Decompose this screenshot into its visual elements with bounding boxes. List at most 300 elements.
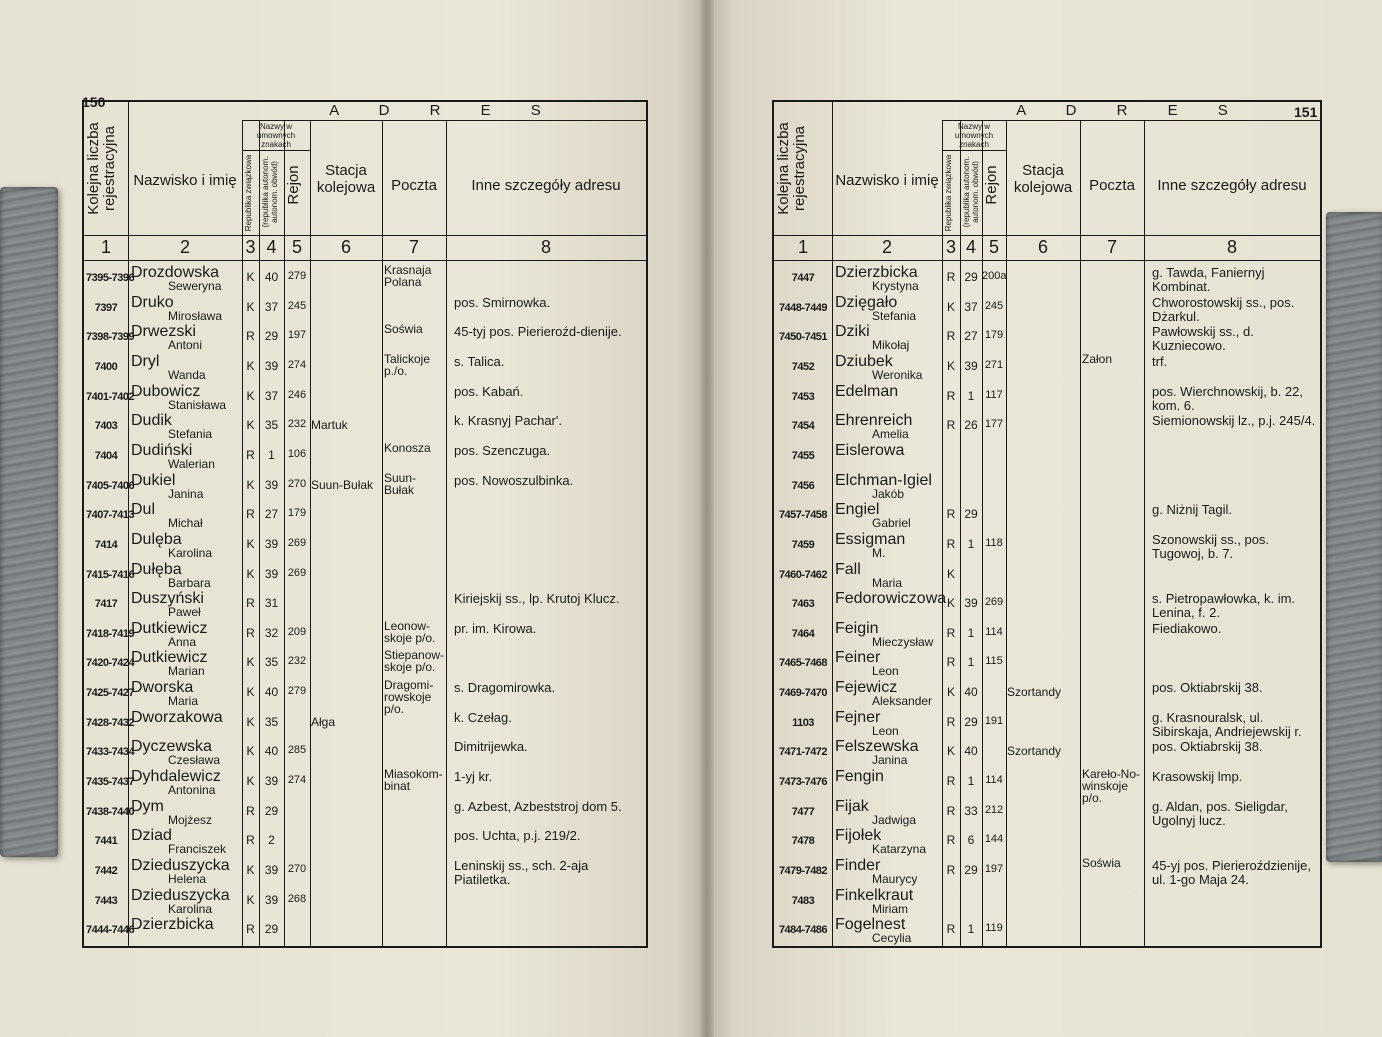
poczta-heading: Poczta: [391, 177, 437, 194]
column-number: 5: [988, 237, 999, 257]
oblast-code: 27: [964, 329, 978, 344]
republic-code: R: [946, 418, 956, 433]
oblast-code: 35: [264, 418, 279, 433]
adres-divider: [942, 120, 1320, 121]
oblast-code: 37: [264, 388, 279, 403]
registration-number: 7459: [791, 538, 815, 551]
registration-number: 7456: [791, 479, 815, 492]
oblast-code: 29: [264, 922, 279, 937]
surname: Dzieduszycka: [131, 857, 230, 875]
republic-code: R: [246, 447, 255, 462]
republic-code: K: [246, 477, 255, 492]
republic-code: K: [946, 596, 955, 611]
republic-code: R: [246, 833, 255, 848]
republic-code: K: [246, 270, 255, 284]
rejon-code: 271: [984, 358, 1004, 371]
post-office: Soświa: [384, 322, 423, 337]
post-office: Dragomi-rowskoje p/o.: [384, 678, 434, 717]
republic-code: K: [246, 685, 255, 700]
oblast-code: 40: [264, 685, 279, 700]
oblast-code: 1: [967, 625, 975, 640]
first-name: Mirosława: [168, 308, 223, 323]
address-details: g. Niżnij Tagil.: [1152, 502, 1232, 518]
first-name: Maria: [872, 575, 903, 590]
post-office: Soświa: [1082, 856, 1121, 871]
republic-code: K: [946, 358, 955, 373]
registration-number: 7428-7432: [86, 716, 135, 729]
rejon-code: 268: [287, 892, 307, 905]
adres-divider: [242, 120, 646, 121]
registration-number: 7478: [791, 835, 815, 848]
station: Szortandy: [1007, 744, 1062, 759]
address-details: g. Krasnouralsk, ul. Sibirskaja, Andriejewskij r.: [1152, 709, 1302, 739]
oblast-code: 1: [967, 774, 975, 789]
first-name: Antoni: [168, 338, 203, 353]
surname: Ehrenreich: [835, 412, 913, 430]
first-name: Antonina: [168, 783, 216, 798]
surname: Dzieduszycka: [131, 886, 230, 904]
republic-code: R: [946, 507, 956, 522]
first-name: Maurycy: [872, 872, 918, 887]
republic-code: R: [946, 329, 956, 344]
column-number: 4: [266, 237, 277, 257]
republika-heading: Republika związkowa: [244, 154, 253, 232]
registration-number: 7397: [94, 301, 118, 314]
adres-heading: A D R E S: [329, 102, 559, 119]
oblast-code: 29: [964, 270, 978, 284]
obwod-heading: (republika autonom. autonom. obwód): [261, 156, 279, 228]
surname: Felszewska: [835, 738, 919, 756]
metal-weight-left: [0, 187, 58, 857]
colnum-divider: [84, 260, 646, 261]
republic-code: K: [246, 358, 255, 373]
registration-number: 7420-7424: [86, 657, 135, 670]
oblast-code: 32: [264, 625, 279, 640]
republic-code: K: [246, 299, 255, 314]
first-name: Michał: [168, 516, 203, 531]
first-name: Mikołaj: [872, 338, 910, 353]
first-name: Amelia: [872, 427, 909, 442]
address-details: trf.: [1152, 353, 1168, 369]
column-number: 2: [881, 237, 892, 257]
first-name: Weronika: [872, 367, 923, 382]
header-divider: [774, 235, 1320, 236]
address-details: Fiediakowo.: [1152, 620, 1222, 636]
address-details: Krasowskij lmp.: [1152, 769, 1243, 785]
address-details: Siemionowskij lz., p.j. 245/4.: [1152, 413, 1316, 429]
column-number: 6: [340, 237, 351, 257]
rejon-code: 246: [287, 388, 307, 401]
oblast-code: 35: [264, 655, 279, 670]
registration-number: 7415-7416: [86, 568, 135, 581]
rejon-code: 117: [985, 388, 1003, 401]
registration-number: 7400: [94, 360, 118, 373]
rejon-code: 269: [984, 596, 1004, 609]
surname: Fejner: [835, 708, 881, 726]
first-name: Paweł: [168, 605, 201, 620]
surname: Dworzakowa: [131, 708, 223, 726]
address-details: s. Talica.: [454, 353, 505, 369]
republic-code: K: [246, 536, 255, 551]
republic-code: K: [246, 892, 255, 907]
registration-number: 7438-7440: [86, 805, 135, 818]
oblast-code: 2: [268, 833, 275, 848]
registration-number: 7448-7449: [778, 301, 828, 314]
registration-number: 7473-7476: [778, 776, 828, 789]
registration-number: 7418-7419: [86, 627, 135, 640]
oblast-code: 35: [264, 714, 279, 729]
surname: Dutkiewicz: [131, 619, 208, 637]
book-spine: [700, 0, 714, 1037]
surname: Elchman-Igiel: [835, 471, 932, 489]
rejon-code: 269: [287, 566, 307, 579]
registration-number: 7483: [791, 894, 815, 907]
rejon-code: 245: [287, 299, 307, 312]
address-details: g. Aldan, pos. Sieligdar, Ugolnyj lucz.: [1152, 798, 1288, 828]
registration-number: 7465-7468: [778, 657, 828, 670]
republic-code: K: [246, 655, 255, 670]
surname: Dutkiewicz: [131, 649, 208, 667]
surname: Fengin: [835, 768, 884, 786]
address-details: s. Pietropawłowka, k. im. Lenina, f. 2.: [1152, 591, 1296, 621]
oblast-code: 39: [964, 596, 978, 611]
registration-number: 7435-7437: [86, 776, 135, 789]
registration-number: 7454: [791, 420, 815, 433]
address-details: pos. Szenczuga.: [454, 442, 551, 458]
surname: Eislerowa: [835, 441, 905, 459]
republic-code: R: [946, 625, 956, 640]
republic-code: K: [246, 744, 255, 759]
first-name: Walerian: [168, 456, 215, 471]
republic-code: R: [946, 388, 956, 403]
first-name: Miriam: [872, 901, 908, 916]
oblast-code: 39: [264, 863, 279, 878]
first-name: Karolina: [168, 901, 213, 916]
first-name: Jadwiga: [872, 812, 917, 827]
address-details: s. Dragomirowka.: [454, 680, 556, 696]
station: Martuk: [311, 418, 348, 433]
registration-number: 7401-7402: [86, 390, 135, 403]
rejon-code: 191: [984, 714, 1004, 727]
oblast-code: 37: [264, 299, 279, 314]
oblast-code: 39: [264, 892, 279, 907]
surname: Dzięgało: [835, 293, 898, 311]
address-details: 45-tyj pos. Pierieroźd-dienije.: [454, 324, 622, 340]
column-divider: [1320, 120, 1321, 946]
first-name: Gabriel: [872, 516, 911, 531]
address-details: k. Czełag.: [454, 709, 512, 725]
first-name: Barbara: [168, 575, 211, 590]
republic-code: K: [246, 714, 255, 729]
rejon-code: 200a: [982, 270, 1007, 282]
first-name: Maria: [168, 694, 199, 709]
republic-code: K: [946, 566, 955, 581]
rejon-code: 179: [984, 329, 1004, 342]
first-name: Czesława: [168, 753, 221, 768]
station: Szortandy: [1007, 685, 1062, 700]
column-number: 4: [965, 237, 976, 257]
first-name: Marian: [168, 664, 205, 679]
first-name: Katarzyna: [872, 842, 927, 857]
surname: Feigin: [835, 619, 879, 637]
rejon-code: 179: [287, 507, 307, 520]
rejon-heading: Rejon: [285, 165, 302, 205]
rejon-code: 279: [287, 685, 307, 698]
oblast-code: 29: [964, 863, 978, 878]
address-details: Kiriejskij ss., lp. Krutoj Klucz.: [454, 591, 620, 607]
republic-code: R: [946, 536, 956, 551]
surname: Fedorowiczowa: [835, 590, 947, 608]
surname: Feiner: [835, 649, 881, 667]
oblast-code: 39: [264, 358, 279, 373]
first-name: Stefania: [872, 308, 917, 323]
registration-number: 7404: [94, 449, 118, 462]
republic-code: R: [246, 596, 255, 611]
registration-number: 7403: [94, 420, 118, 433]
republic-code: K: [246, 418, 255, 433]
registration-number: 7444-7446: [86, 924, 135, 937]
rejon-code: 197: [287, 329, 307, 342]
register-table-left: [82, 100, 648, 948]
inne-heading: Inne szczegóły adresu: [1157, 177, 1307, 194]
republic-code: R: [946, 774, 956, 789]
surname: Essigman: [835, 530, 906, 548]
oblast-code: 40: [264, 270, 279, 284]
address-details: 1-yj kr.: [454, 769, 493, 785]
column-divider: [646, 120, 647, 946]
adres-heading: A D R E S: [1016, 102, 1246, 119]
oblast-code: 1: [967, 388, 975, 403]
surname: Engiel: [835, 501, 880, 519]
registration-number: 7471-7472: [778, 746, 828, 759]
registration-number: 7452: [791, 360, 815, 373]
republic-code: R: [946, 714, 956, 729]
surname: Dyhdalewicz: [131, 768, 221, 786]
republic-code: R: [246, 329, 255, 344]
address-details: pos. Smirnowka.: [454, 294, 551, 310]
rejon-code: 270: [287, 477, 307, 490]
poczta-heading: Poczta: [1089, 177, 1135, 194]
column-number: 3: [945, 237, 956, 257]
first-name: Helena: [168, 872, 207, 887]
nazwisko-heading: Nazwisko i imię: [133, 172, 237, 189]
first-name: Cecylia: [872, 931, 912, 946]
surname: Dziki: [835, 323, 870, 341]
oblast-code: 1: [967, 922, 975, 937]
page-number-right: 151: [1294, 104, 1318, 120]
surname: Dubowicz: [131, 382, 201, 400]
republic-code: R: [246, 507, 255, 522]
registration-number: 7453: [791, 390, 815, 403]
rejon-heading: Rejon: [983, 165, 1000, 205]
registration-number: 7447: [791, 272, 815, 284]
post-office: Krasnaja Polana: [384, 263, 432, 289]
stacja-heading: Stacja kolejowa: [1013, 162, 1073, 196]
first-name: Leon: [872, 664, 899, 679]
republic-code: R: [246, 922, 255, 937]
rejon-code: 144: [984, 833, 1004, 846]
surname: Dudik: [131, 412, 172, 430]
registration-number: 7417: [94, 598, 118, 611]
rejon-code: 274: [287, 358, 307, 371]
registration-number: 7442: [94, 865, 118, 878]
registration-number: 7477: [791, 805, 815, 818]
republic-code: K: [946, 744, 955, 759]
oblast-code: 40: [264, 744, 279, 759]
column-number: 2: [179, 237, 190, 257]
column-number: 8: [540, 237, 551, 257]
post-office: Załon: [1082, 351, 1113, 366]
oblast-code: 40: [964, 685, 978, 700]
oblast-code: 37: [964, 299, 978, 314]
first-name: Krystyna: [872, 279, 919, 293]
rejon-code: 245: [984, 299, 1004, 312]
rejon-code: 114: [985, 774, 1003, 787]
rejon-code: 269: [287, 536, 307, 549]
post-office: Konosza: [384, 440, 431, 455]
surname: Druko: [131, 293, 174, 311]
first-name: Leon: [872, 723, 899, 738]
rejon-code: 274: [287, 774, 307, 787]
rejon-code: 232: [287, 655, 307, 668]
first-name: Mojżesz: [168, 812, 213, 827]
nazwy-heading: Nazwy w umownych znakach: [954, 122, 994, 149]
registration-number: 1103: [792, 716, 814, 729]
surname: Finkelkraut: [835, 886, 914, 904]
address-details: Leninskij ss., sch. 2-aja Piatiletka.: [454, 858, 589, 888]
oblast-code: 29: [264, 803, 279, 818]
page-number-left: 150: [82, 94, 106, 110]
rejon-code: 115: [985, 655, 1003, 668]
oblast-code: 1: [967, 536, 975, 551]
rejon-code: 209: [287, 625, 307, 638]
oblast-code: 1: [967, 655, 975, 670]
registration-number: 7460-7462: [778, 568, 828, 581]
address-details: pr. im. Kirowa.: [454, 620, 537, 636]
republic-code: R: [946, 863, 956, 878]
stacja-heading: Stacja kolejowa: [316, 162, 376, 196]
oblast-code: 1: [268, 447, 275, 462]
oblast-code: 27: [264, 507, 279, 522]
post-office: Stiepanow-skoje p/o.: [384, 648, 445, 675]
republic-code: K: [246, 388, 255, 403]
registration-number: 7479-7482: [778, 865, 828, 878]
surname: Fall: [835, 560, 861, 578]
republic-code: K: [946, 299, 955, 314]
kolejna-heading: Kolejna liczba rejestracyjna: [775, 122, 808, 215]
surname: Dziad: [131, 827, 172, 845]
registration-number: 7469-7470: [778, 687, 828, 700]
oblast-code: 39: [264, 566, 279, 581]
registration-number: 7414: [94, 538, 118, 551]
rejon-code: 232: [287, 418, 307, 431]
oblast-code: 39: [964, 358, 978, 373]
address-details: Pawłowskij ss., d. Kuzniecowo.: [1152, 324, 1254, 354]
registration-number: 7450-7451: [778, 331, 828, 344]
first-name: Wanda: [168, 367, 206, 382]
surname: Dziubek: [835, 352, 893, 370]
registration-number: 7425-7427: [86, 687, 135, 700]
surname: Fogelnest: [835, 916, 906, 934]
oblast-code: 6: [967, 833, 975, 848]
registration-number: 7455: [791, 449, 815, 462]
post-office: Suun-Bułak: [384, 470, 417, 497]
surname: Dryl: [131, 352, 160, 370]
address-details: pos. Wierchnowskij, b. 22, kom. 6.: [1152, 383, 1304, 413]
address-details: Szonowskij ss., pos. Tugowoj, b. 7.: [1152, 531, 1270, 561]
address-details: pos. Nowoszulbinka.: [454, 472, 574, 488]
surname: Duszyński: [131, 590, 204, 608]
surname: Dym: [131, 797, 164, 815]
metal-weight-right: [1326, 212, 1382, 862]
first-name: Aleksander: [872, 694, 933, 709]
column-divider: [128, 102, 129, 946]
address-details: 45-yj pos. Pierieroździenije, ul. 1-go Maja 24.: [1152, 858, 1311, 888]
surname: Edelman: [835, 382, 899, 400]
republic-code: R: [946, 922, 956, 937]
post-office: Kareło-No-winskoje p/o.: [1082, 767, 1141, 806]
address-details: Chworostowskij ss., pos. Dżarkul.: [1152, 294, 1295, 324]
nazwy-heading: Nazwy w umownych znakach: [256, 122, 296, 149]
republic-code: R: [946, 803, 956, 818]
republic-code: R: [946, 270, 956, 284]
oblast-code: 33: [964, 803, 978, 818]
registration-number: 7463: [791, 598, 815, 611]
oblast-code: 29: [964, 714, 978, 729]
registration-number: 7441: [94, 835, 118, 848]
first-name: Karolina: [168, 545, 213, 560]
address-details: k. Krasnyj Pachar'.: [454, 413, 562, 429]
post-office: Leonow-skoje p/o.: [384, 618, 436, 645]
republic-code: K: [246, 774, 255, 789]
rejon-code: 212: [984, 803, 1004, 816]
surname: Dyczewska: [131, 738, 212, 756]
inne-heading: Inne szczegóły adresu: [471, 177, 621, 194]
oblast-code: 39: [264, 477, 279, 492]
republic-code: R: [946, 833, 956, 848]
republic-code: R: [246, 625, 255, 640]
republic-code: R: [246, 803, 255, 818]
rejon-code: 270: [287, 863, 307, 876]
republic-code: K: [246, 566, 255, 581]
first-name: M.: [872, 545, 886, 560]
column-number: 8: [1226, 237, 1237, 257]
registration-number: 7407-7413: [86, 509, 135, 522]
first-name: Stanisława: [168, 397, 227, 412]
oblast-code: 39: [264, 536, 279, 551]
oblast-code: 31: [264, 596, 279, 611]
republika-heading: Republika związkowa: [944, 154, 953, 232]
rejon-code: 279: [287, 270, 307, 282]
surname: Dzierzbicka: [131, 916, 214, 934]
surname: Drwezski: [131, 323, 196, 341]
republic-code: R: [946, 655, 956, 670]
oblast-code: 29: [964, 507, 978, 522]
post-office: Miasokom-binat: [384, 767, 443, 794]
address-details: pos. Oktiabrskij 38.: [1152, 739, 1263, 755]
address-details: pos. Kabań.: [454, 383, 524, 399]
obwod-heading: (republika autonom. autonom. obwód): [962, 156, 980, 228]
column-number: 5: [291, 237, 302, 257]
surname: Fejewicz: [835, 679, 898, 697]
surname: Dudiński: [131, 441, 193, 459]
column-divider: [832, 102, 833, 946]
registration-number: 7443: [94, 894, 118, 907]
first-name: Janina: [168, 486, 204, 501]
oblast-code: 39: [264, 774, 279, 789]
rejon-code: 285: [287, 744, 307, 757]
column-number: 1: [797, 237, 808, 257]
